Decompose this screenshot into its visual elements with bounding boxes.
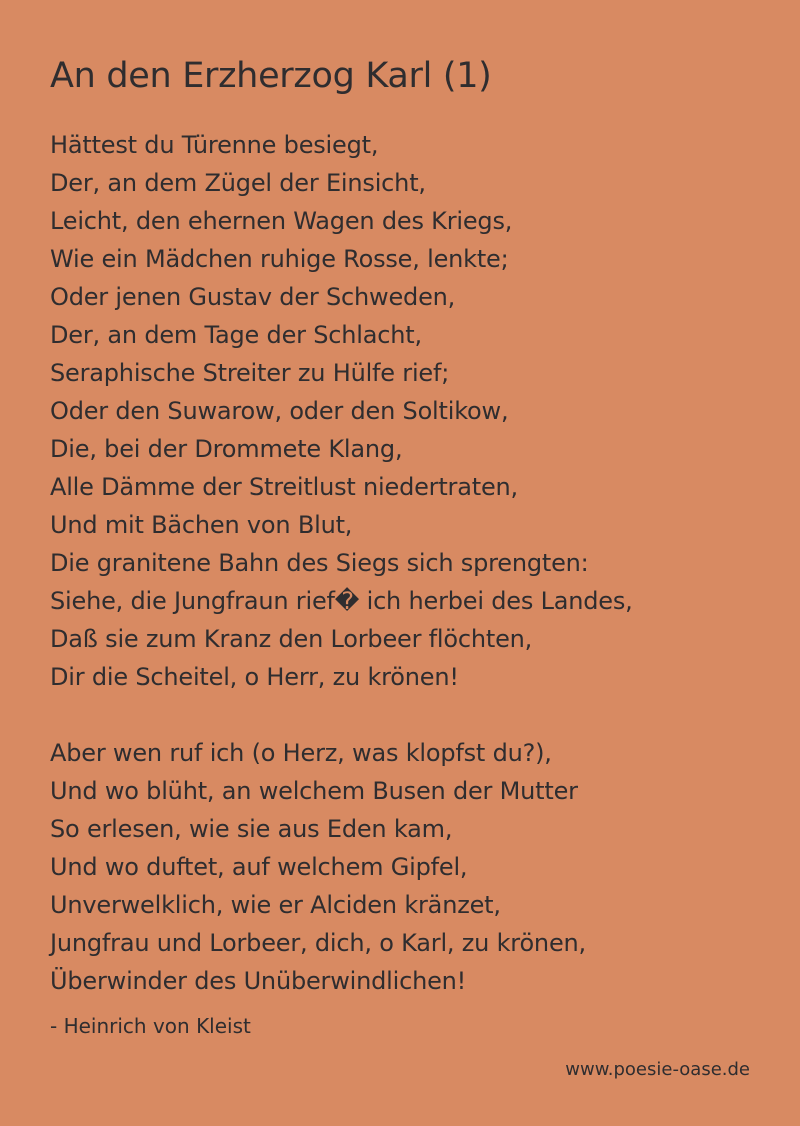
poem-line: Überwinder des Unüberwindlichen! <box>50 967 467 995</box>
poem-line: Seraphische Streiter zu Hülfe rief; <box>50 359 450 387</box>
poem-line: Siehe, die Jungfraun rief� ich herbei des Landes, <box>50 587 633 615</box>
poem-line: Aber wen ruf ich (o Herz, was klopfst du?), <box>50 739 552 767</box>
poem-line: Unverwelklich, wie er Alciden kränzet, <box>50 891 501 919</box>
poem-line: Dir die Scheitel, o Herr, zu krönen! <box>50 663 459 691</box>
poem-line: Und wo blüht, an welchem Busen der Mutter <box>50 777 578 805</box>
poem-line: Leicht, den ehernen Wagen des Kriegs, <box>50 207 513 235</box>
stanza-2 <box>50 734 770 1000</box>
stanza-1 <box>50 126 770 696</box>
poem-author: - Heinrich von Kleist <box>50 1014 251 1038</box>
poem-line: Der, an dem Tage der Schlacht, <box>50 321 422 349</box>
poem-line: So erlesen, wie sie aus Eden kam, <box>50 815 453 843</box>
poem-line: Jungfrau und Lorbeer, dich, o Karl, zu krönen, <box>50 929 586 957</box>
poem-title: An den Erzherzog Karl (1) <box>50 56 492 96</box>
poem-line: Und wo duftet, auf welchem Gipfel, <box>50 853 468 881</box>
poem-line: Hättest du Türenne besiegt, <box>50 131 379 159</box>
poem-line: Oder den Suwarow, oder den Soltikow, <box>50 397 509 425</box>
poem-line: Wie ein Mädchen ruhige Rosse, lenkte; <box>50 245 509 273</box>
website-link[interactable]: www.poesie-oase.de <box>565 1059 750 1080</box>
poem-line: Daß sie zum Kranz den Lorbeer flöchten, <box>50 625 533 653</box>
poem-line: Der, an dem Zügel der Einsicht, <box>50 169 426 197</box>
poem-line: Die, bei der Drommete Klang, <box>50 435 403 463</box>
poem-line: Oder jenen Gustav der Schweden, <box>50 283 456 311</box>
poem-line: Alle Dämme der Streitlust niedertraten, <box>50 473 518 501</box>
poem-line: Und mit Bächen von Blut, <box>50 511 353 539</box>
poem-line: Die granitene Bahn des Siegs sich sprengten: <box>50 549 589 577</box>
poem-body <box>50 126 770 1000</box>
